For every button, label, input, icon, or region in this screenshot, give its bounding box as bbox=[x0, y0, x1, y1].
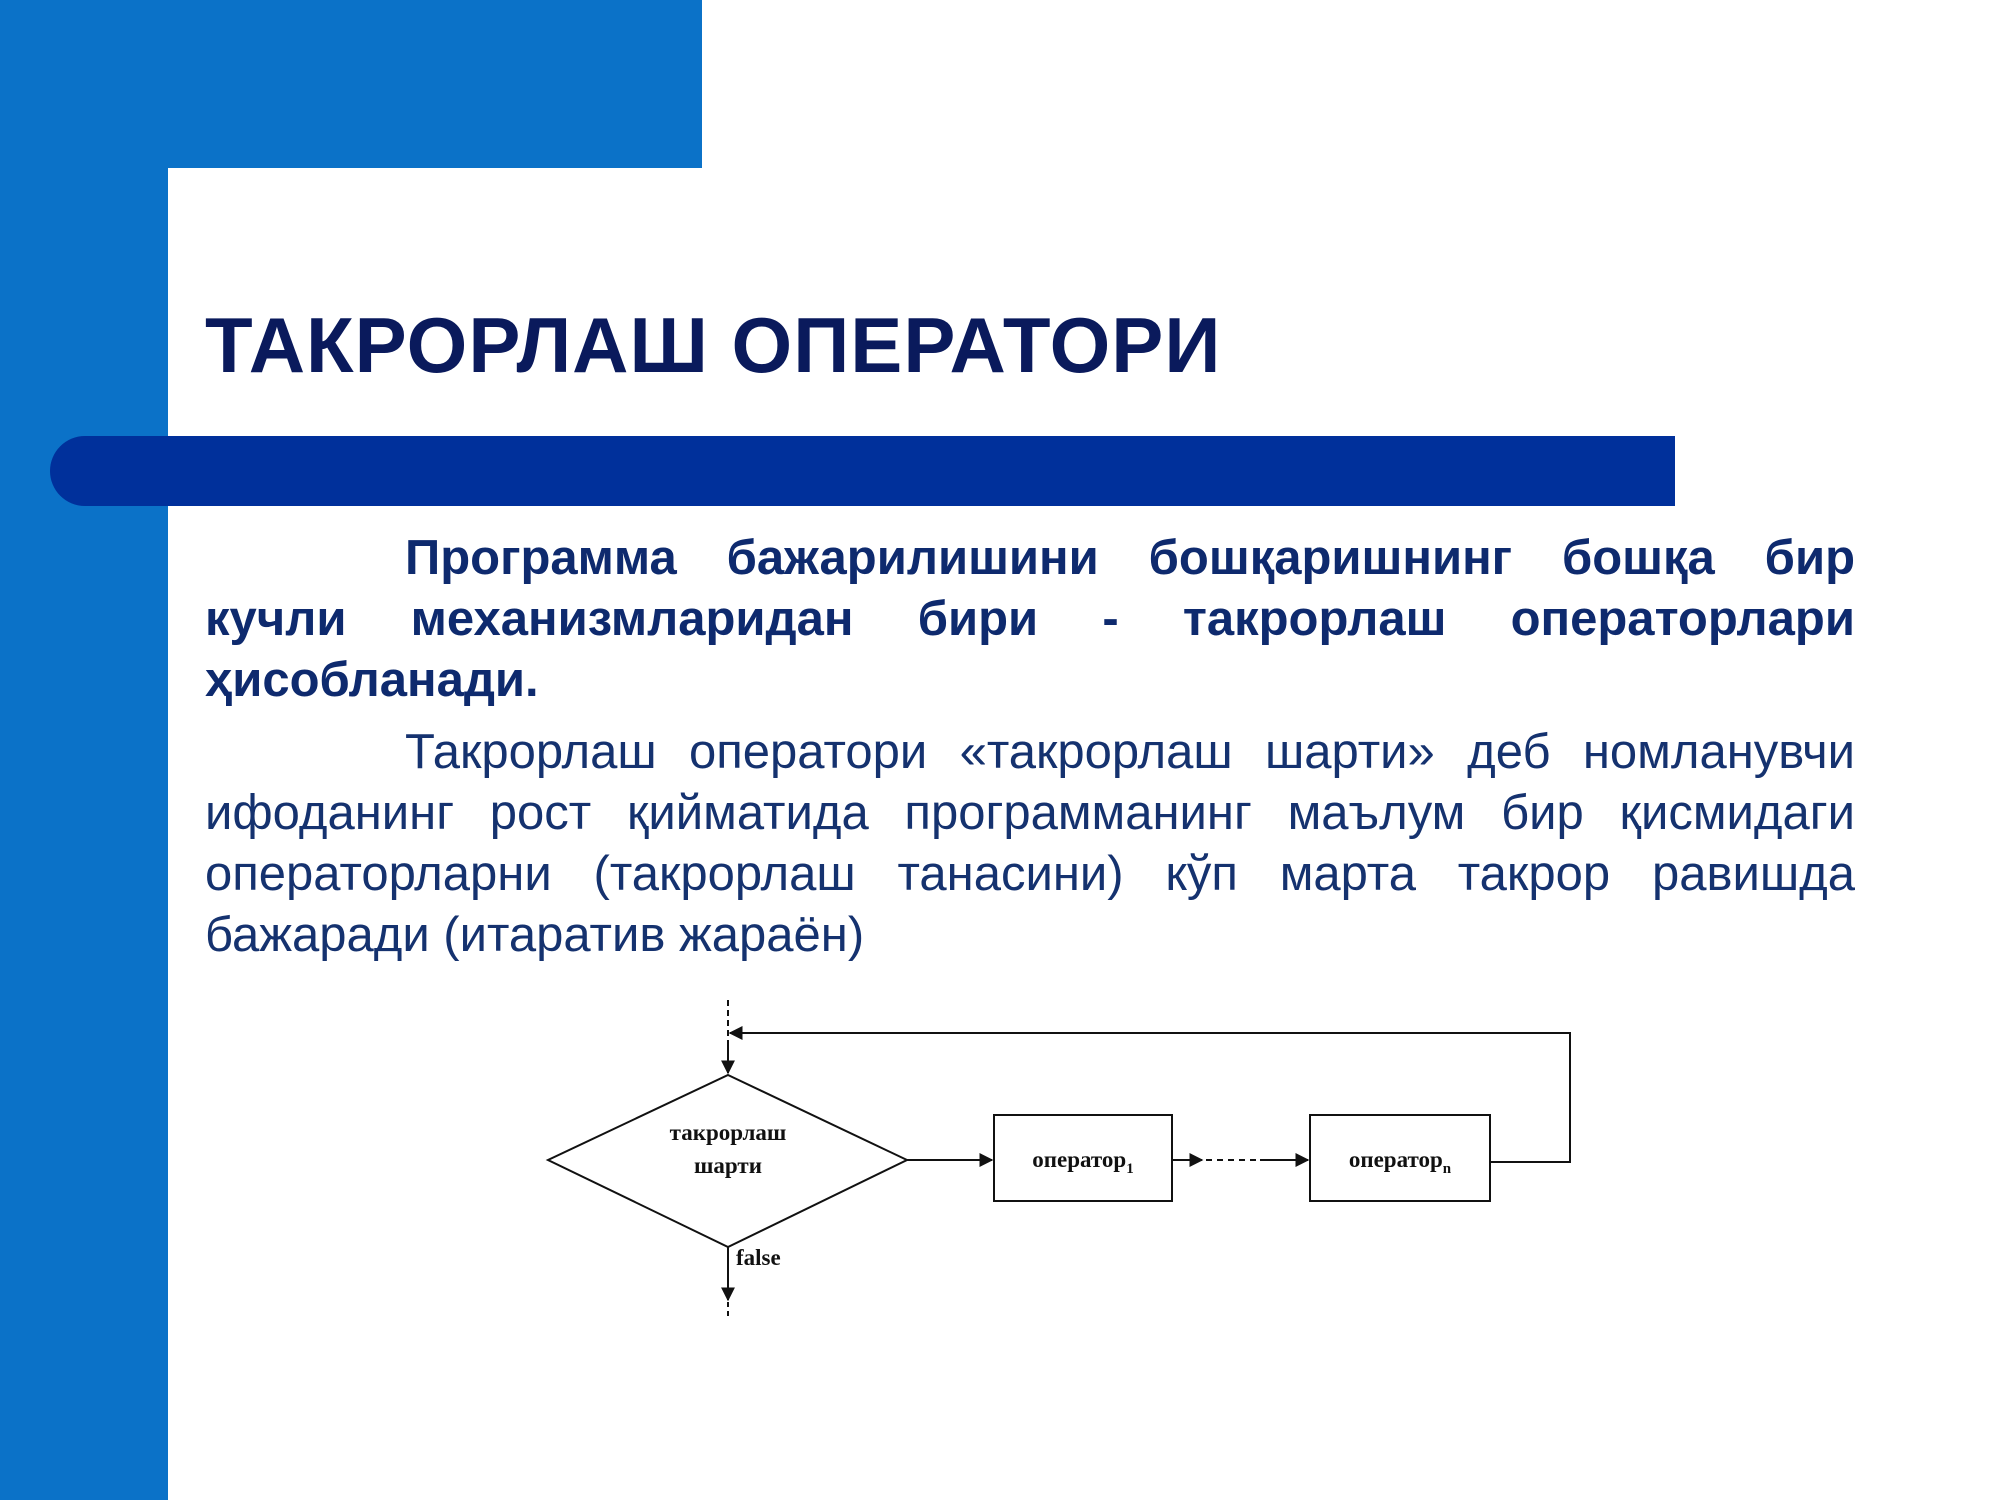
condition-label-line1: такрорлаш bbox=[669, 1120, 787, 1145]
condition-label-line2: шарти bbox=[694, 1153, 762, 1178]
operator1-label: оператор$_1$ bbox=[1032, 1147, 1134, 1177]
loop-flowchart bbox=[540, 995, 1590, 1325]
operatorN-label: оператор$_n$ bbox=[1348, 1147, 1452, 1177]
paragraph-definition: Такрорлаш оператори «такрорлаш шарти» деб номланувчи ифоданинг рост қийматида программанинг маълум бир қисмидаги операторларни (такрорлаш танасини) кўп марта такрор равишда бажаради (итаратив жараён) bbox=[205, 725, 1855, 962]
left-blue-panel bbox=[0, 0, 168, 1500]
false-label: false bbox=[736, 1245, 781, 1270]
paragraph-intro: Программа бажарилишини бошқаришнинг бошқа бир кучли механизмларидан бири - такрорлаш операторлари ҳисобланади. bbox=[205, 531, 1855, 707]
title-underline-bar bbox=[50, 436, 1675, 506]
slide-title: ТАКРОРЛАШ ОПЕРАТОРИ bbox=[205, 301, 1222, 389]
